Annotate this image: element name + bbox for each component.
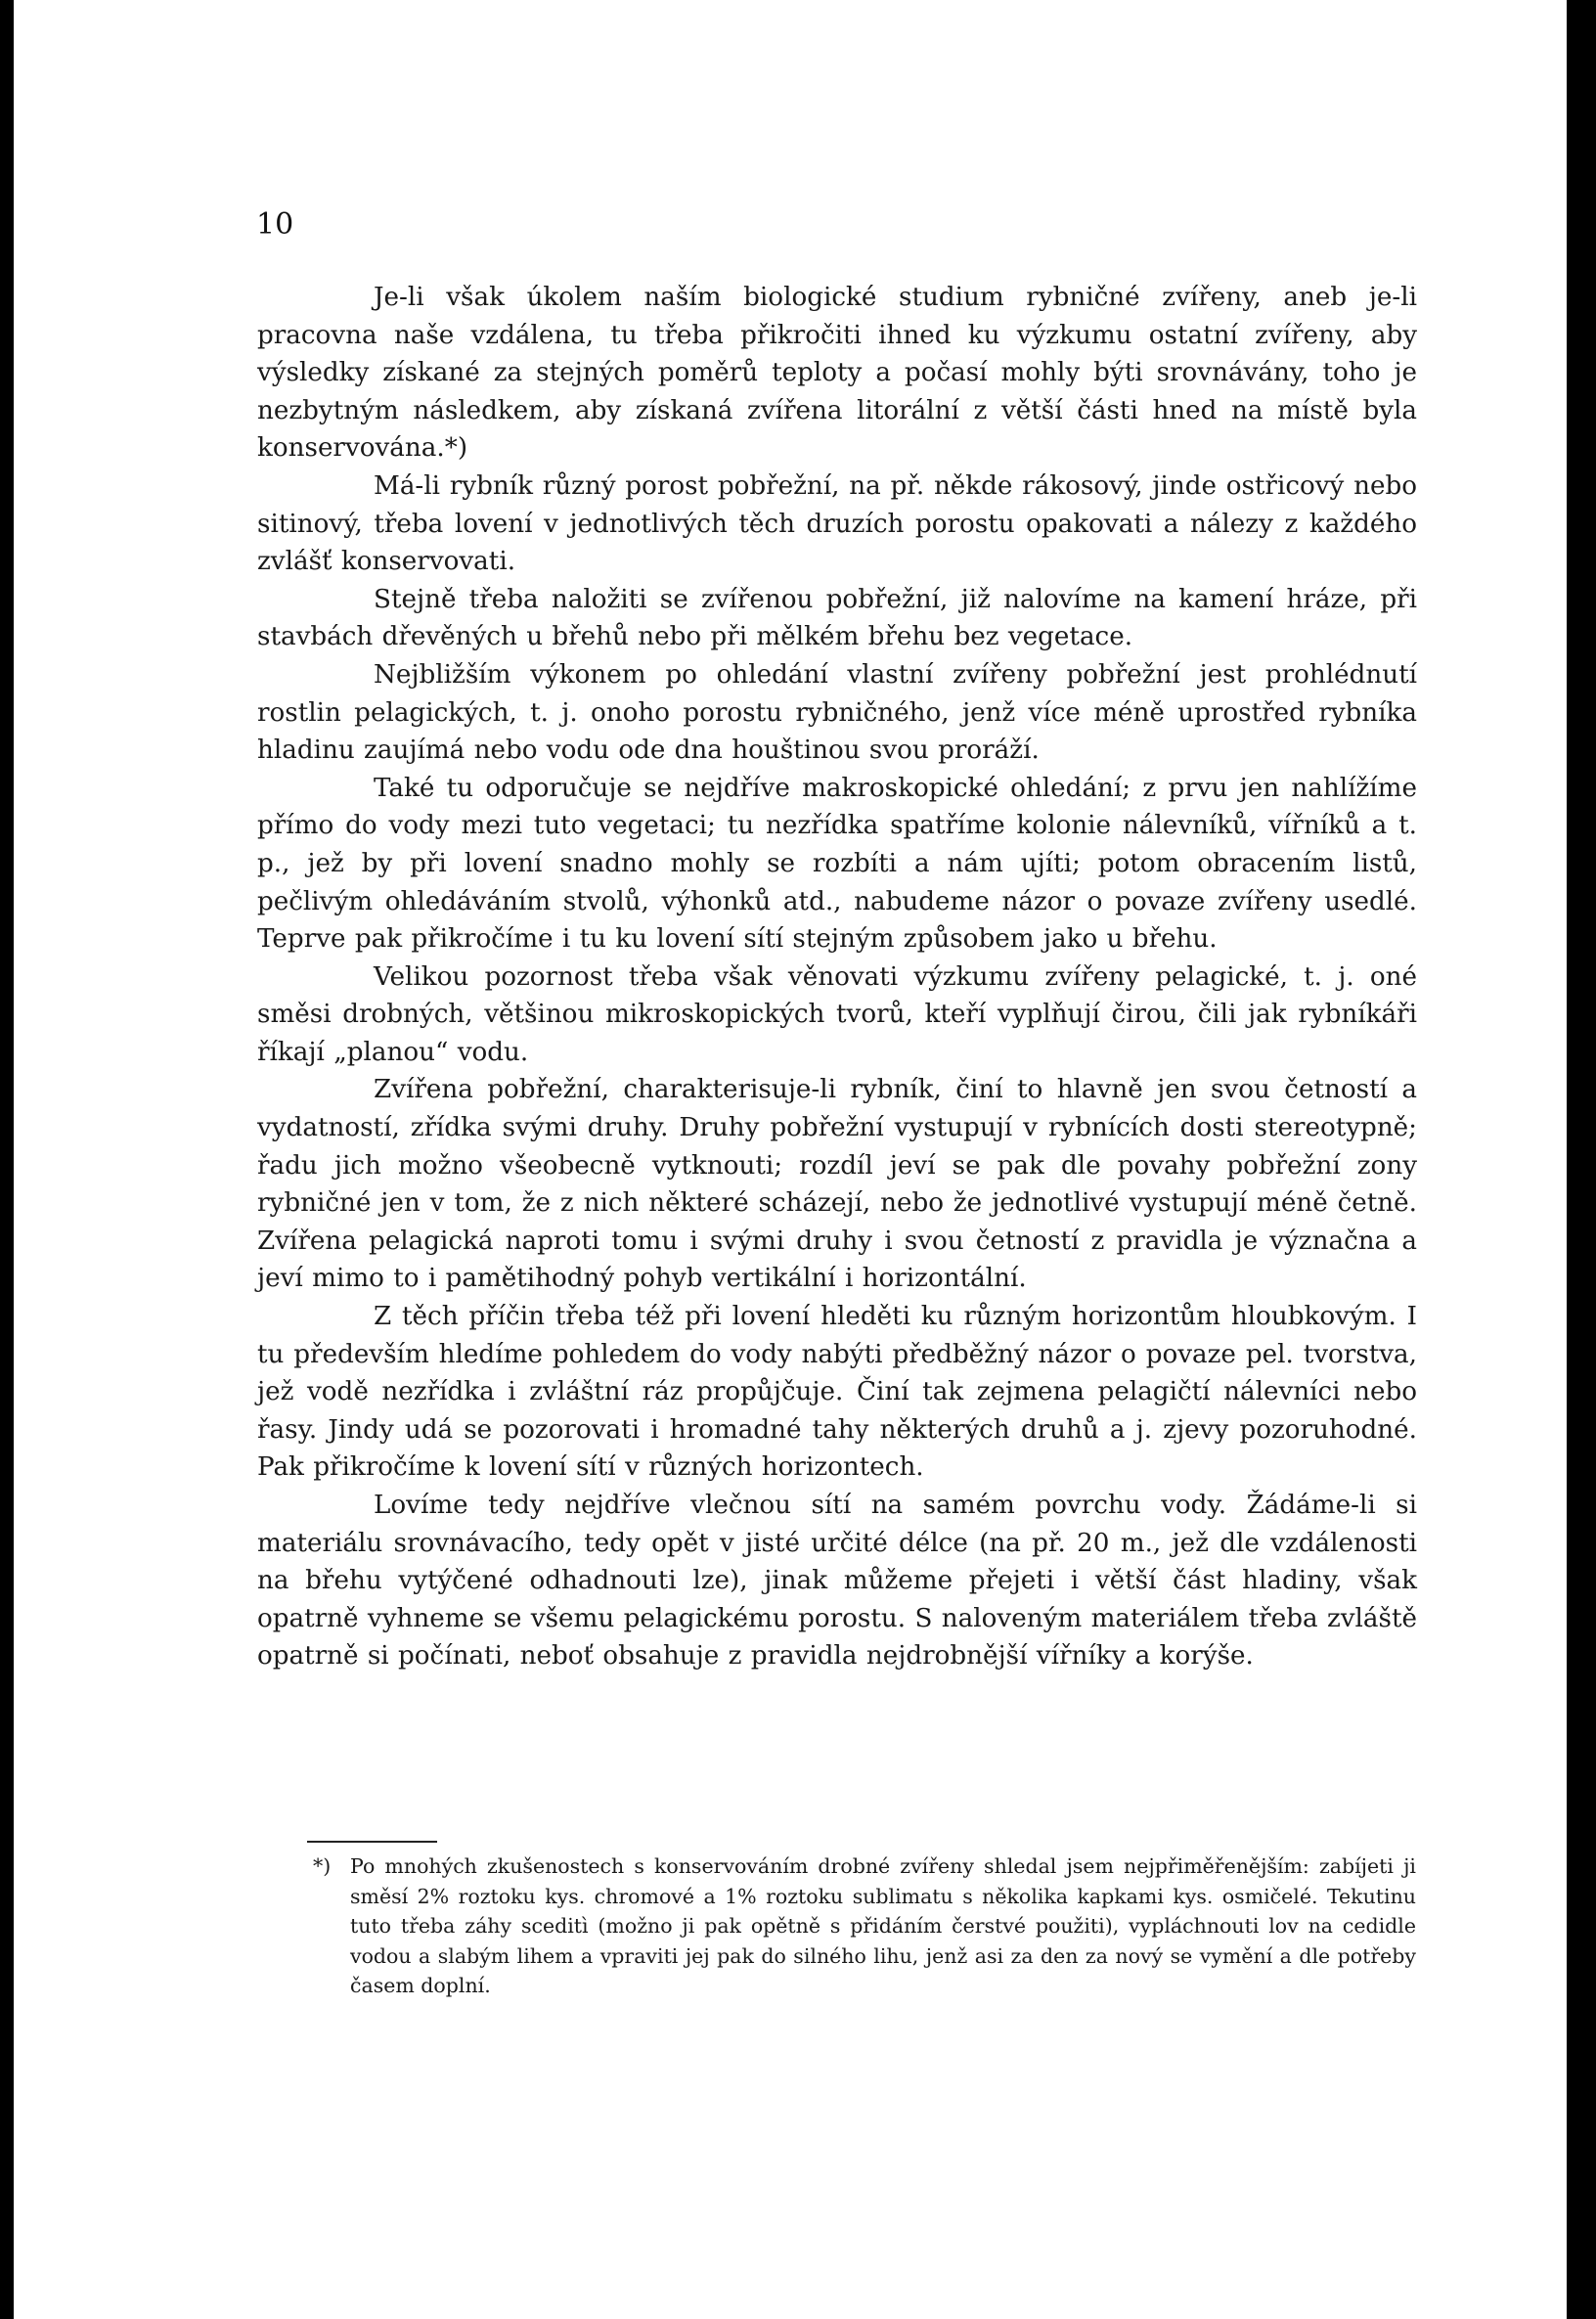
paragraph: Z těch příčin třeba též při lovení hleděti ku různým horizontům hloubkovým. I tu především hledíme pohledem do vody nabýti předběžný názor o povaze pel. tvorstva, jež vodě nezřídka i zvláštní ráz propůjčuje. Činí tak zejmena pelagičtí nálevníci nebo řasy. Jindy udá se pozorovati i hromadné tahy některých druhů a j. zjevy pozoruhodné. Pak přikročíme k lovení sítí v různých horizontech. bbox=[257, 1302, 1417, 1483]
paragraph: Je-li však úkolem naším biologické studium rybničné zvířeny, aneb je-li pracovna naše vzdálena, tu třeba přikročiti ihned ku výzkumu ostatní zvířeny, aby výsledky získané za stejných poměrů teploty a počasí mohly býti srovnávány, toho je nezbytným následkem, aby získaná zvířena litorální z větší části hned na místě byla konservována.*) bbox=[257, 283, 1417, 464]
page-number: 10 bbox=[256, 207, 294, 242]
paragraph: Má-li rybník různý porost pobřežní, na př. někde rákosový, jinde ostřicový nebo sitinový, třeba lovení v jednotlivých těch druzích porostu opakovati a nálezy z každého zvlášť konservovati. bbox=[257, 470, 1417, 577]
footnote bbox=[313, 1851, 1416, 2001]
paragraph: Lovíme tedy nejdříve vlečnou sítí na samém povrchu vody. Žádáme-li si materiálu srovnávacího, tedy opět v jisté určité délce (na př. 20 m., jež dle vzdálenosti na břehu vytýčené odhadnouti lze), jinak můžeme přejeti i větší část hladiny, však opatrně vyhneme se všemu pelagickému porostu. S naloveným materiálem třeba zvláště opatrně si počínati, neboť obsahuje z pravidla nejdrobnější vířníky a korýše. bbox=[257, 1491, 1417, 1672]
paragraph: Velikou pozornost třeba však věnovati výzkumu zvířeny pelagické, t. j. oné směsi drobných, většinou mikroskopických tvorů, kteří vyplňují čirou, čili jak rybníkáři říkají „planou“ vodu. bbox=[257, 961, 1417, 1067]
page-border-right bbox=[1567, 0, 1574, 2319]
footnote-divider bbox=[307, 1841, 437, 1843]
paragraph: Stejně třeba naložiti se zvířenou pobřežní, již nalovíme na kamení hráze, při stavbách dřevěných u břehů nebo při mělkém břehu bez vegetace. bbox=[257, 584, 1417, 652]
main-text bbox=[257, 279, 1417, 1675]
footnote-mark: *) bbox=[313, 1854, 332, 1878]
paragraph: Nejbližším výkonem po ohledání vlastní zvířeny pobřežní jest prohlédnutí rostlin pelagických, t. j. onoho porostu rybničného, jenž více méně uprostřed rybníka hladinu zaujímá nebo vodu ode dna houštinou svou proráží. bbox=[257, 659, 1417, 766]
footnote-text: Po mnohých zkušenostech s konservováním drobné zvířeny shledal jsem nejpřiměřenějším: zabíjeti ji směsí 2% roztoku kys. chromové a 1% roztoku sublimatu s několika kapkami kys. osmičelé. Tekutinu tuto třeba záhy sceditì (možno ji pak opětně s přidáním čerstvé použiti), vypláchnouti lov na cedidle vodou a slabým lihem a vpraviti jej pak do silného lihu, jenž asi za den za nový se vymění a dle potřeby časem doplní. bbox=[350, 1854, 1416, 1997]
paragraph: Také tu odporučuje se nejdříve makroskopické ohledání; z prvu jen nahlížíme přímo do vody mezi tuto vegetaci; tu nezřídka spatříme kolonie nálevníků, vířníků a t. p., jež by při lovení snadno mohly se rozbíti a nám ujíti; potom obracením listů, pečlivým ohledáváním stvolů, výhonků atd., nabudeme názor o povaze zvířeny usedlé. Teprve pak přikročíme i tu ku lovení sítí stejným způsobem jako u břehu. bbox=[257, 773, 1417, 955]
book-page bbox=[14, 0, 1574, 2319]
paragraph: Zvířena pobřežní, charakterisuje-li rybník, činí to hlavně jen svou četností a vydatností, zřídka svými druhy. Druhy pobřežní vystupují v rybnících dosti stereotypně; řadu jich možno všeobecně vytknouti; rozdíl jeví se pak dle povahy pobřežní zony rybničné jen v tom, že z nich některé scházejí, nebo že jednotlivé vystupují méně četně. Zvířena pelagická naproti tomu i svými druhy i svou četností z pravidla je význačna a jeví mimo to i pamětihodný pohyb vertikální i horizontální. bbox=[257, 1075, 1417, 1294]
